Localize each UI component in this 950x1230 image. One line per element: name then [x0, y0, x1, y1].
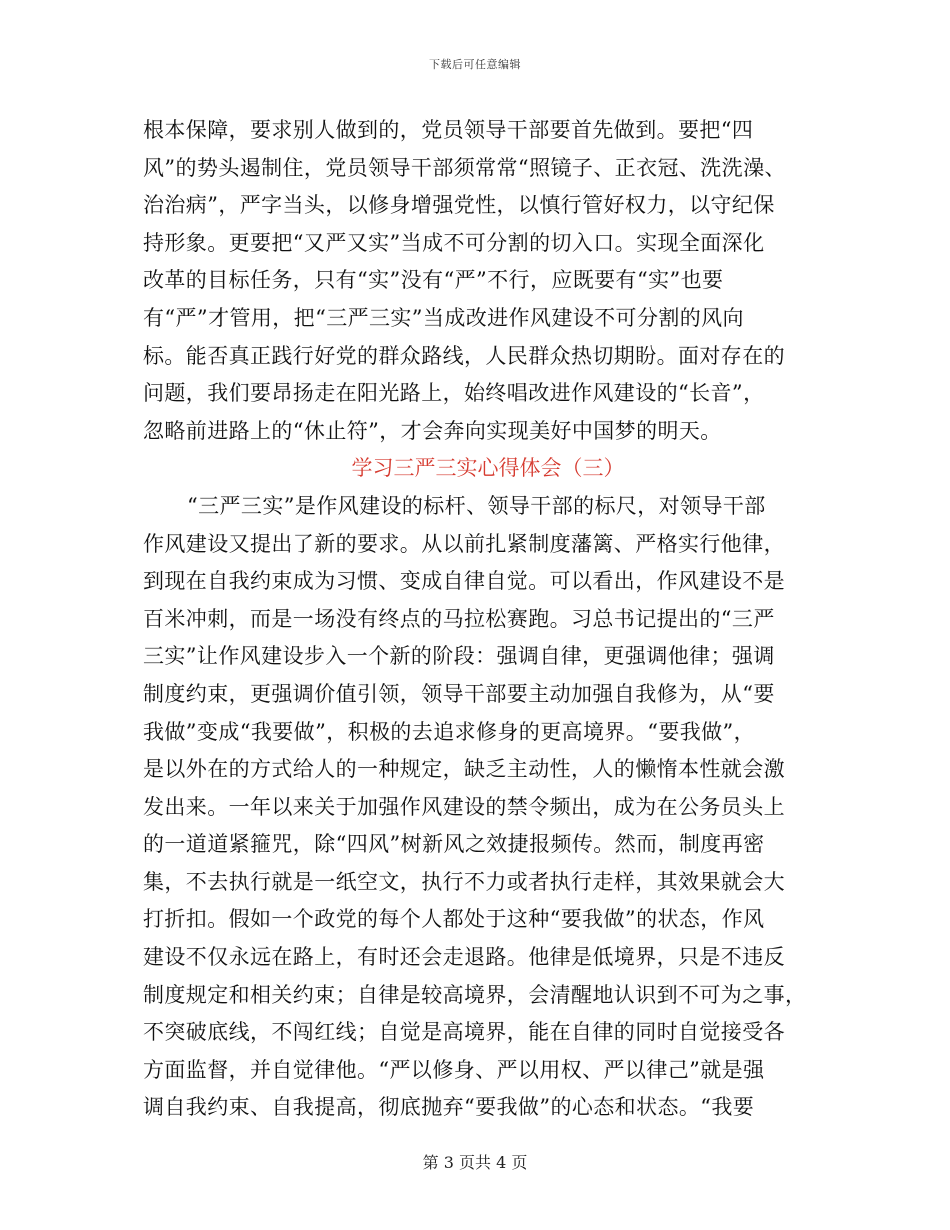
text-line: 风”的势头遏制住，党员领导干部须常常“照镜子、正衣冠、洗洗澡、	[143, 155, 786, 180]
text-line: 百米冲刺，而是一场没有终点的马拉松赛跑。习总书记提出的“三严	[143, 606, 775, 631]
text-line: 改革的目标任务，只有“实”没有“严”不行，应既要有“实”也要	[143, 268, 724, 293]
text-line: 制度约束，更强调价值引领，领导干部要主动加强自我修为，从“要	[143, 681, 775, 706]
text-line: 三实”让作风建设步入一个新的阶段：强调自律，更强调他律；强调	[143, 644, 775, 669]
document-body	[143, 112, 813, 1127]
paragraph-1	[143, 112, 813, 450]
text-line: 制度规定和相关约束；自律是较高境界，会清醒地认识到不可为之事，	[143, 982, 807, 1007]
text-line: 打折扣。假如一个政党的每个人都处于这种“要我做”的状态，作风	[143, 907, 765, 932]
text-line: 的一道道紧箍咒，除“四风”树新风之效捷报频传。然而，制度再密	[143, 832, 765, 857]
text-line: 建设不仅永远在路上，有时还会走退路。他律是低境界，只是不违反	[143, 945, 785, 970]
text-line: 作风建设又提出了新的要求。从以前扎紧制度藩篱、严格实行他律，	[143, 531, 785, 556]
text-line: 忽略前进路上的“休止符”，才会奔向实现美好中国梦的明天。	[143, 418, 722, 443]
text-line: 我做”变成“我要做”，积极的去追求修身的更高境界。“要我做”，	[143, 719, 756, 744]
page-footer: 第 3 页共 4 页	[422, 1153, 528, 1172]
text-line: 治治病”，严字当头，以修身增强党性，以慎行管好权力，以守纪保	[143, 193, 775, 218]
text-line: 有“严”才管用，把“三严三实”当成改进作风建设不可分割的风向	[143, 305, 744, 330]
text-line: 不突破底线，不闯红线；自觉是高境界，能在自律的同时自觉接受各	[143, 1020, 785, 1045]
text-line: 标。能否真正践行好党的群众路线，人民群众热切期盼。面对存在的	[143, 343, 785, 368]
text-line: 是以外在的方式给人的一种规定，缺乏主动性，人的懒惰本性就会激	[143, 757, 785, 782]
text-line: 到现在自我约束成为习惯、变成自律自觉。可以看出，作风建设不是	[143, 569, 785, 594]
text-line: 调自我约束、自我提高，彻底抛弃“要我做”的心态和状态。“我要	[143, 1095, 755, 1120]
page-header: 下载后可任意编辑	[429, 58, 521, 71]
text-line: 方面监督，并自觉律他。“严以修身、严以用权、严以律己”就是强	[143, 1057, 765, 1082]
section-heading: 学习三严三实心得体会（三）	[351, 456, 625, 481]
text-line: 发出来。一年以来关于加强作风建设的禁令频出，成为在公务员头上	[143, 794, 785, 819]
text-line: 问题，我们要昂扬走在阳光路上，始终唱改进作风建设的“长音”，	[143, 381, 765, 406]
text-line: “三严三实”是作风建设的标杆、领导干部的标尺，对领导干部	[187, 493, 766, 518]
text-line: 集，不去执行就是一纸空文，执行不力或者执行走样，其效果就会大	[143, 869, 785, 894]
text-line: 持形象。更要把“又严又实”当成不可分割的切入口。实现全面深化	[143, 230, 765, 255]
text-line: 根本保障，要求别人做到的，党员领导干部要首先做到。要把“四	[143, 118, 754, 142]
paragraph-2	[143, 488, 813, 1127]
